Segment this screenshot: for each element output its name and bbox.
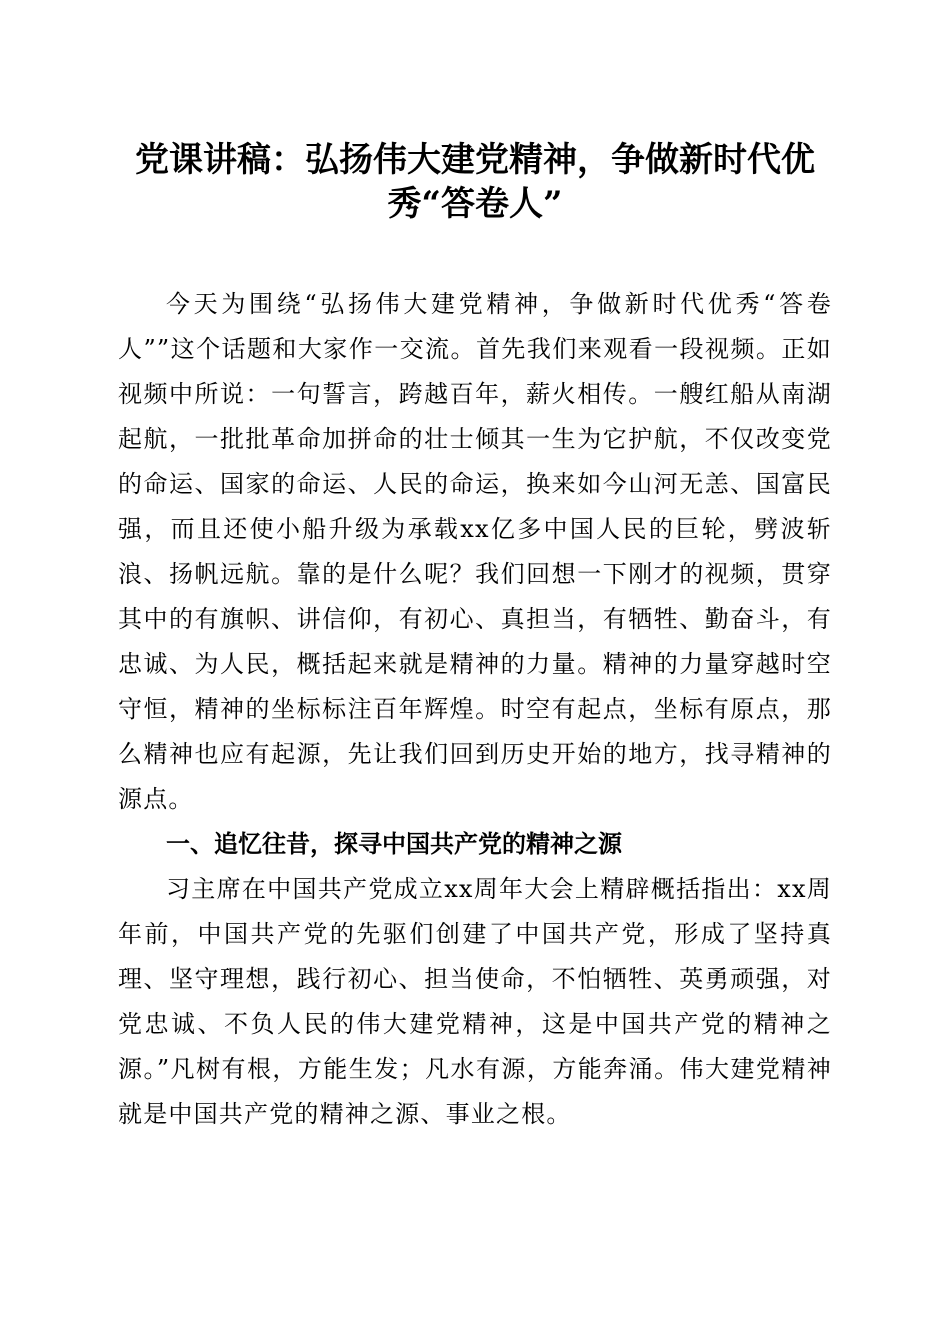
document-title: 党课讲稿：弘扬伟大建党精神，争做新时代优秀“答卷人” bbox=[135, 140, 815, 224]
section-paragraph: 习主席在中国共产党成立xx周年大会上精辟概括指出：xx周年前，中国共产党的先驱们创建了中国共产党，形成了坚持真理、坚守理想，践行初心、担当使命，不怕牺牲、英勇顽强，对党忠诚、不负人民的伟大建党精神，这是中国共产党的精神之源。”凡树有根，方能生发；凡水有源，方能奔涌。伟大建党精神就是中国共产党的精神之源、事业之根。 bbox=[118, 875, 832, 1128]
title-spacer bbox=[118, 226, 832, 282]
intro-paragraph: 今天为围绕“弘扬伟大建党精神，争做新时代优秀“答卷人””这个话题和大家作一交流。首先我们来观看一段视频。正如视频中所说：一句誓言，跨越百年，薪火相传。一艘红船从南湖起航，一批批革命加拼命的壮士倾其一生为它护航，不仅改变党的命运、国家的命运、人民的命运，换来如今山河无恙、国富民强，而且还使小船升级为承载xx亿多中国人民的巨轮，劈波斩浪、扬帆远航。靠的是什么呢？我们回想一下刚才的视频，贯穿其中的有旗帜、讲信仰，有初心、真担当，有牺牲、勤奋斗，有忠诚、为人民，概括起来就是精神的力量。精神的力量穿越时空守恒，精神的坐标标注百年辉煌。时空有起点，坐标有原点，那么精神也应有起源，先让我们回到历史开始的地方，找寻精神的源点。 bbox=[118, 290, 832, 813]
document-body bbox=[118, 138, 832, 1137]
section-heading: 一、追忆往昔，探寻中国共产党的精神之源 bbox=[166, 830, 622, 858]
